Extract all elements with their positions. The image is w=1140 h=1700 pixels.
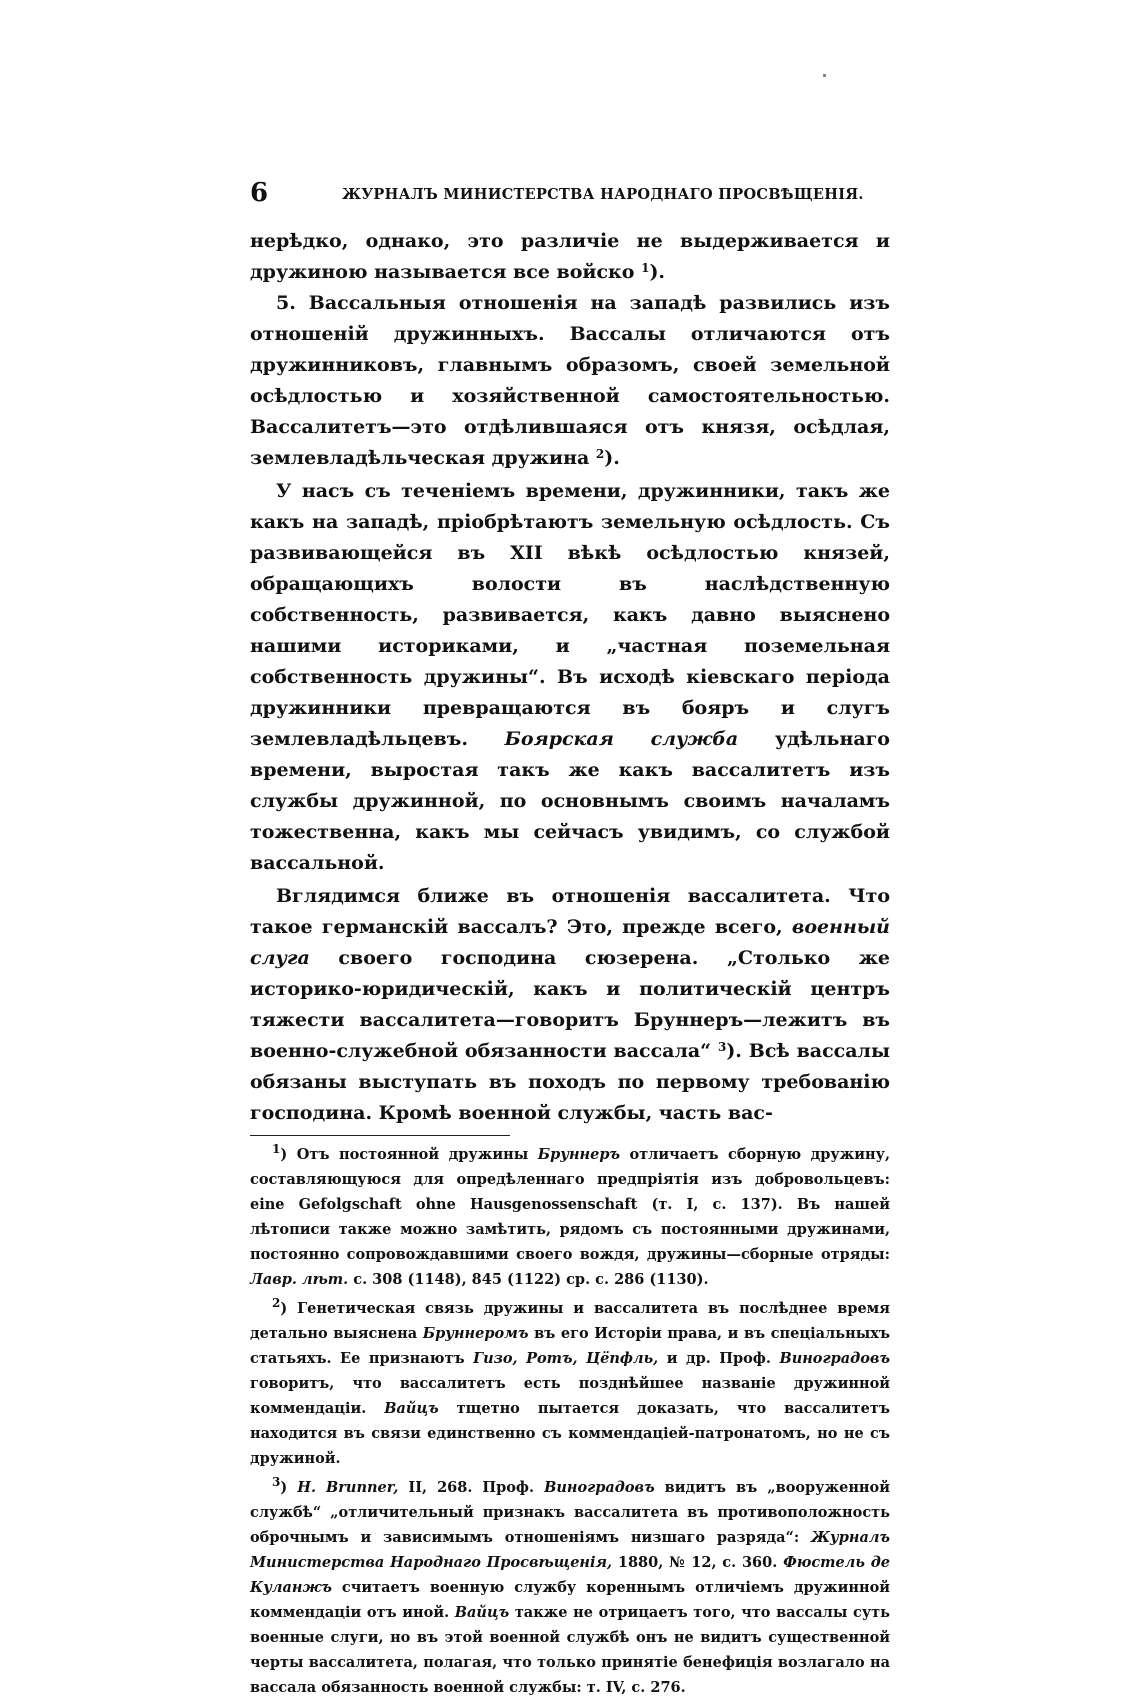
footnote-ref-1: 1 [641,261,650,275]
book-page [250,180,890,1700]
italic-term: Боярская служба [504,728,739,750]
footnote-divider [250,1135,510,1136]
footnote-2: $^2$) Генетическая связь дружины и вассалитета въ послѣднее время детально выяснена Бруннеромъ въ его Исторіи права, и въ спеціальныхъ статьяхъ. Ее признаютъ Гизо, Ротъ, Цёпфль, и др. Проф. Виноградовъ говоритъ, что вассалитетъ есть позднѣйшее названіе дружинной коммендаціи. Вайцъ тщетно пытается доказать, что вассалитетъ находится въ связи единственно съ коммендаціей-патронатомъ, но не съ дружиной. [250,1296,890,1467]
footnote-1: $^1$) Отъ постоянной дружины Бруннеръ отличаетъ сборную дружину, составляющуюся для опредѣленнаго предпріятія изъ добровольцевъ: eine Gefolgschaft ohne Hausgenossenschaft (т. I, с. 137). Въ нашей лѣтописи также можно замѣтить, рядомъ съ постоянными дружинами, постоянно сопровождавшими своего вождя, дружины—сборные отряды: Лавр. лѣт. с. 308 (1148), 845 (1122) ср. с. 286 (1130). [250,1142,890,1288]
journal-title: ЖУРНАЛЪ МИНИСТЕРСТВА НАРОДНАГО ПРОСВѢЩЕНІЯ. [342,186,864,203]
italic-term: военный слуга [250,916,890,969]
footnote-3: $^3$) H. Brunner, II, 268. Проф. Виноградовъ видитъ въ „вооруженной службѣ“ „отличительный признакъ вассалитета въ противоположность оброчнымъ и зависимымъ отношеніямъ низшаго разряда“: Журналъ Министерства Народнаго Просвѣщенія, 1880, № 12, с. 360. Фюстель де Куланжъ считаетъ военную службу кореннымъ отличіемъ дружинной коммендаціи отъ иной. Вайцъ также не отрицаетъ того, что вассалы суть военные слуги, но въ этой военной службѣ онъ не видитъ существенной черты вассалитета, полагая, что только принятіе бенефиція возлагало на вассала обязанность военной службы: т. IV, с. 276. [250,1475,890,1696]
scan-speck [823,74,826,77]
paragraph-continuation: нерѣдко, однако, это различіе не выдерживается и дружиною называется все войско $^1$). [250,230,890,283]
paragraph-section-5: 5. Вассальныя отношенія на западѣ развились изъ отношеній дружинныхъ. Вассалы отличаются отъ дружинниковъ, главнымъ образомъ, своей земельной осѣдлостью и хозяйственной самостоятельностью. Вассалитетъ—это отдѣлившаяся отъ князя, осѣдлая, землевладѣльческая дружина $^2$). [250,292,890,469]
running-head [250,180,890,226]
main-text [250,226,890,1129]
paragraph-boyar-service: У насъ съ теченіемъ времени, дружинники, такъ же какъ на западѣ, пріобрѣтаютъ земельную осѣдлость. Съ развивающейся въ XII вѣкѣ осѣдлостью князей, обращающихъ волости въ наслѣдственную собственность, развивается, какъ давно выяснено нашими историками, и „частная поземельная собственность дружины“. Въ исходѣ кіевскаго періода дружинники превращаются въ бояръ и слугъ землевладѣльцевъ. Боярская служба удѣльнаго времени, выростая такъ же какъ вассалитетъ изъ службы дружинной, по основнымъ своимъ началамъ тожественна, какъ мы сейчасъ увидимъ, со службой вассальной. [250,480,890,874]
footnote-ref-2: 2 [595,447,605,461]
paragraph-vassalage: Вглядимся ближе въ отношенія вассалитета. Что такое германскій вассалъ? Это, прежде всего, военный слуга своего господина сюзерена. „Столько же историко-юридическій, какъ и политическій центръ тяжести вассалитета—говоритъ Бруннеръ—лежитъ въ военно-служебной обязанности вассала“ $^3$). Всѣ вассалы обязаны выступать въ походъ по первому требованію господина. Кромѣ военной службы, часть вас- [250,885,890,1124]
footnotes [250,1142,890,1700]
page-number: 6 [250,178,269,208]
footnote-ref-3: 3 [717,1040,727,1054]
